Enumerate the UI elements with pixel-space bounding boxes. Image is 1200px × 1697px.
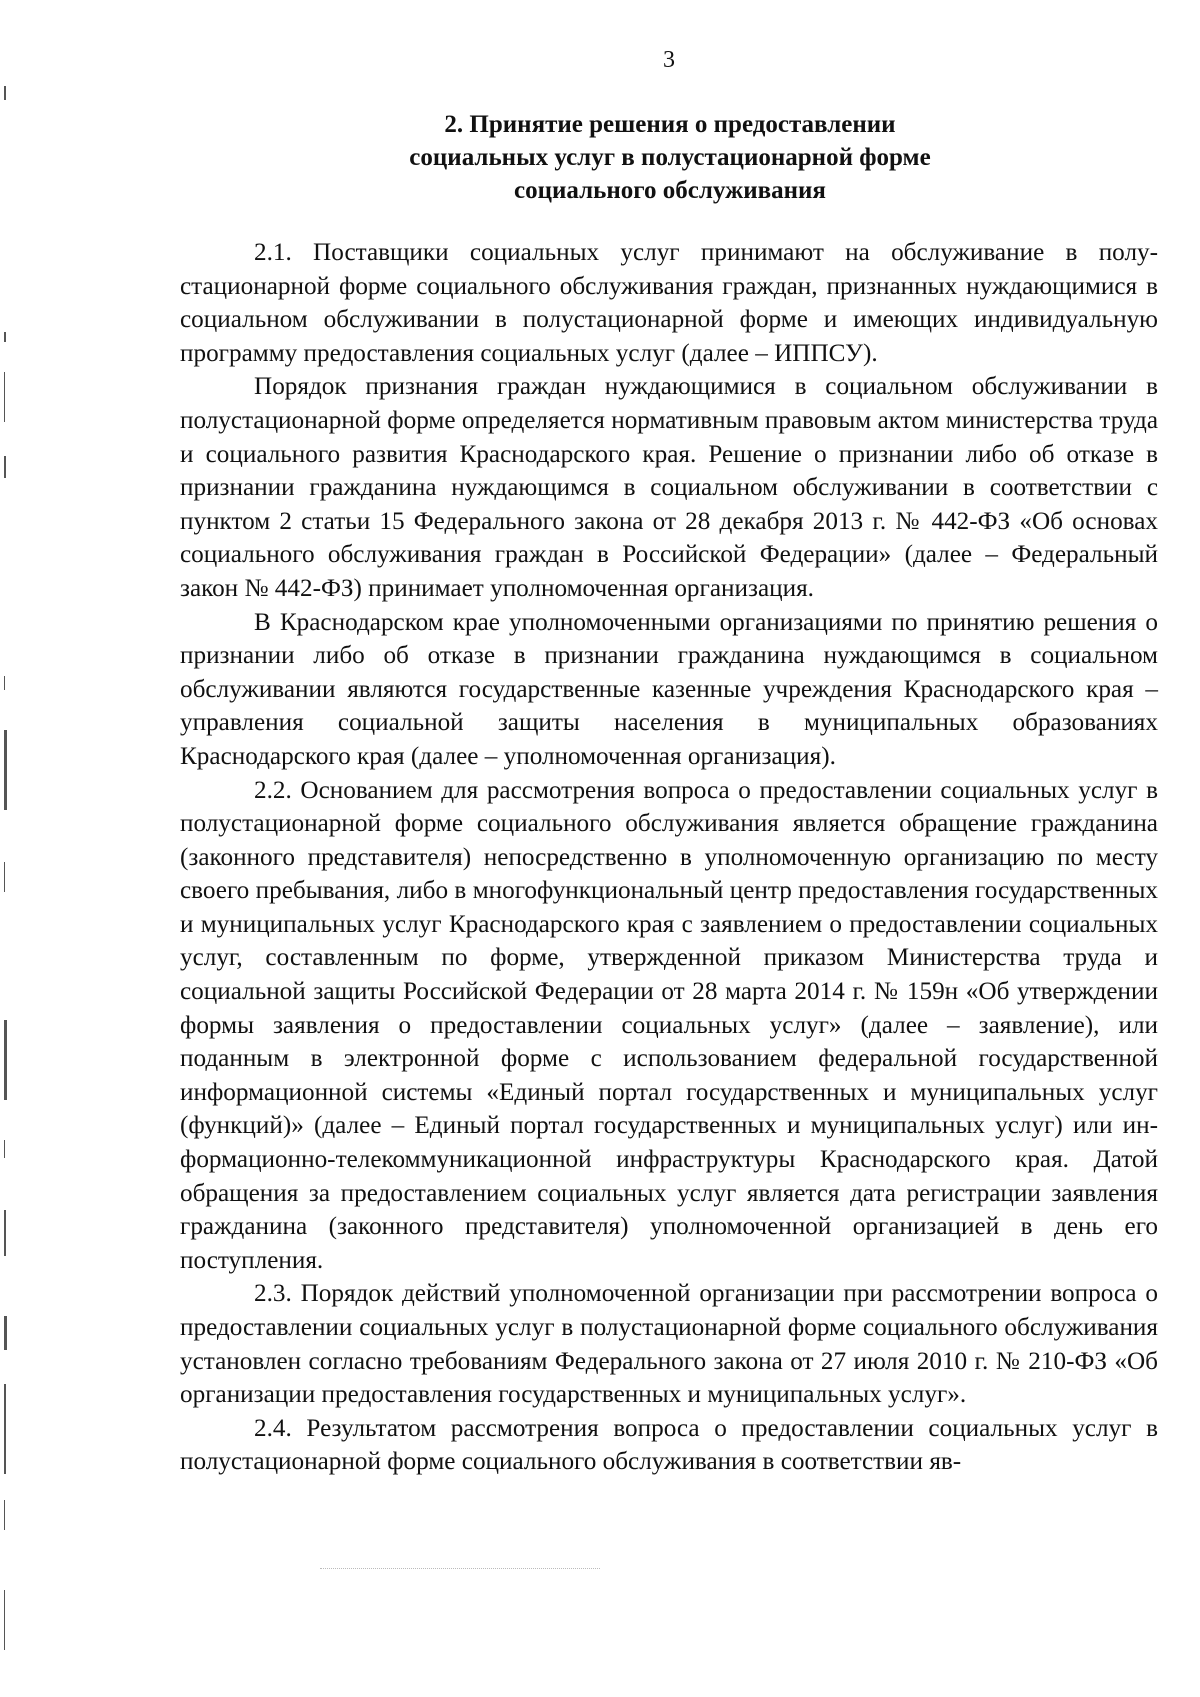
section-heading-line-2: социальных услуг в полустационарной форме <box>409 144 931 171</box>
paragraph-2-1: 2.1. Поставщики социальных услуг принимают на обслуживание в полустационарной форме социального обслуживания граждан, признанных нуждающимися в социальном обслуживании в полустационарной форме и имеющих индивидуальную программу предоставления социальных услуг (далее – ИППСУ). <box>180 239 1158 367</box>
paragraph-2-3: 2.3. Порядок действий уполномоченной организации при рассмотрении вопроса о предоставлении социальных услуг в полустационарной форме социального обслуживания установлен согласно требованиям Федерального закона от 27 июля 2010 г. № 210-ФЗ «Об организации предоставления государственных и муниципальных услуг». <box>180 1280 1158 1409</box>
section-heading-line-1: 2. Принятие решения о предоставлении <box>444 111 896 138</box>
scan-margin-artifacts <box>0 0 14 1697</box>
paragraph-recognition-procedure: Порядок признания граждан нуждающимися в социальном обслуживании в полустационарной форме определяется нормативным правовым актом министерства труда и социального развития Краснодарского края. Решение о признании либо об отказе в признании гражданина нуждающимся в социальном обслуживании в соответствии с пунктом 2 статьи 15 Федерального закона от 28 декабря 2013 г. № 442-ФЗ «Об основах социального обслуживания граждан в Российской Федерации» (далее – Федеральный закон № 442-ФЗ) принимает уполномоченная организация. <box>180 373 1158 602</box>
paragraph-2-4: 2.4. Результатом рассмотрения вопроса о предоставлении социальных услуг в полустационарной форме социального обслуживания в соответствии яв- <box>180 1414 1158 1476</box>
section-heading <box>180 108 1160 207</box>
scan-noise <box>320 1568 600 1575</box>
paragraph-authorized-organizations: В Краснодарском крае уполномоченными организациями по принятию решения о признании либо об отказе в признании гражданина нуждающимся в социальном обслуживании являются государственные казенные учреждения Краснодарского края – управления социальной защиты населения в муниципальных образованиях Краснодарского края (далее – уполномоченная организация). <box>180 608 1158 770</box>
paragraph-2-2: 2.2. Основанием для рассмотрения вопроса о предоставлении социальных услуг в полустационарной форме социального обслуживания является обращение гражданина (законного представителя) непосредственно в уполномоченную организацию по месту своего пребывания, либо в многофункциональный центр предоставления государственных и муниципальных услуг Краснодарского края с заявлением о предоставлении социальных услуг, составленным по форме, утвержденной приказом Министерства труда и социальной защиты Российской Федерации от 28 марта 2014 г. № 159н «Об утверждении формы заявления о предоставлении социальных услуг» (далее – заявление), или поданным в электронной форме с использованием федеральной государственной информационной системы «Единый портал государственных и муниципальных услуг (функций)» (далее – Единый портал государственных и муниципальных услуг) или информационно-телекоммуникационной инфраструктуры Краснодарского края. Датой обращения за предоставлением социальных услуг является дата регистрации заявления гражданина (законного представителя) уполномоченной организацией в день его поступления. <box>180 776 1158 1274</box>
page-number: 3 <box>663 47 675 73</box>
section-heading-line-3: социального обслуживания <box>514 177 826 204</box>
section-body <box>180 236 1158 1479</box>
